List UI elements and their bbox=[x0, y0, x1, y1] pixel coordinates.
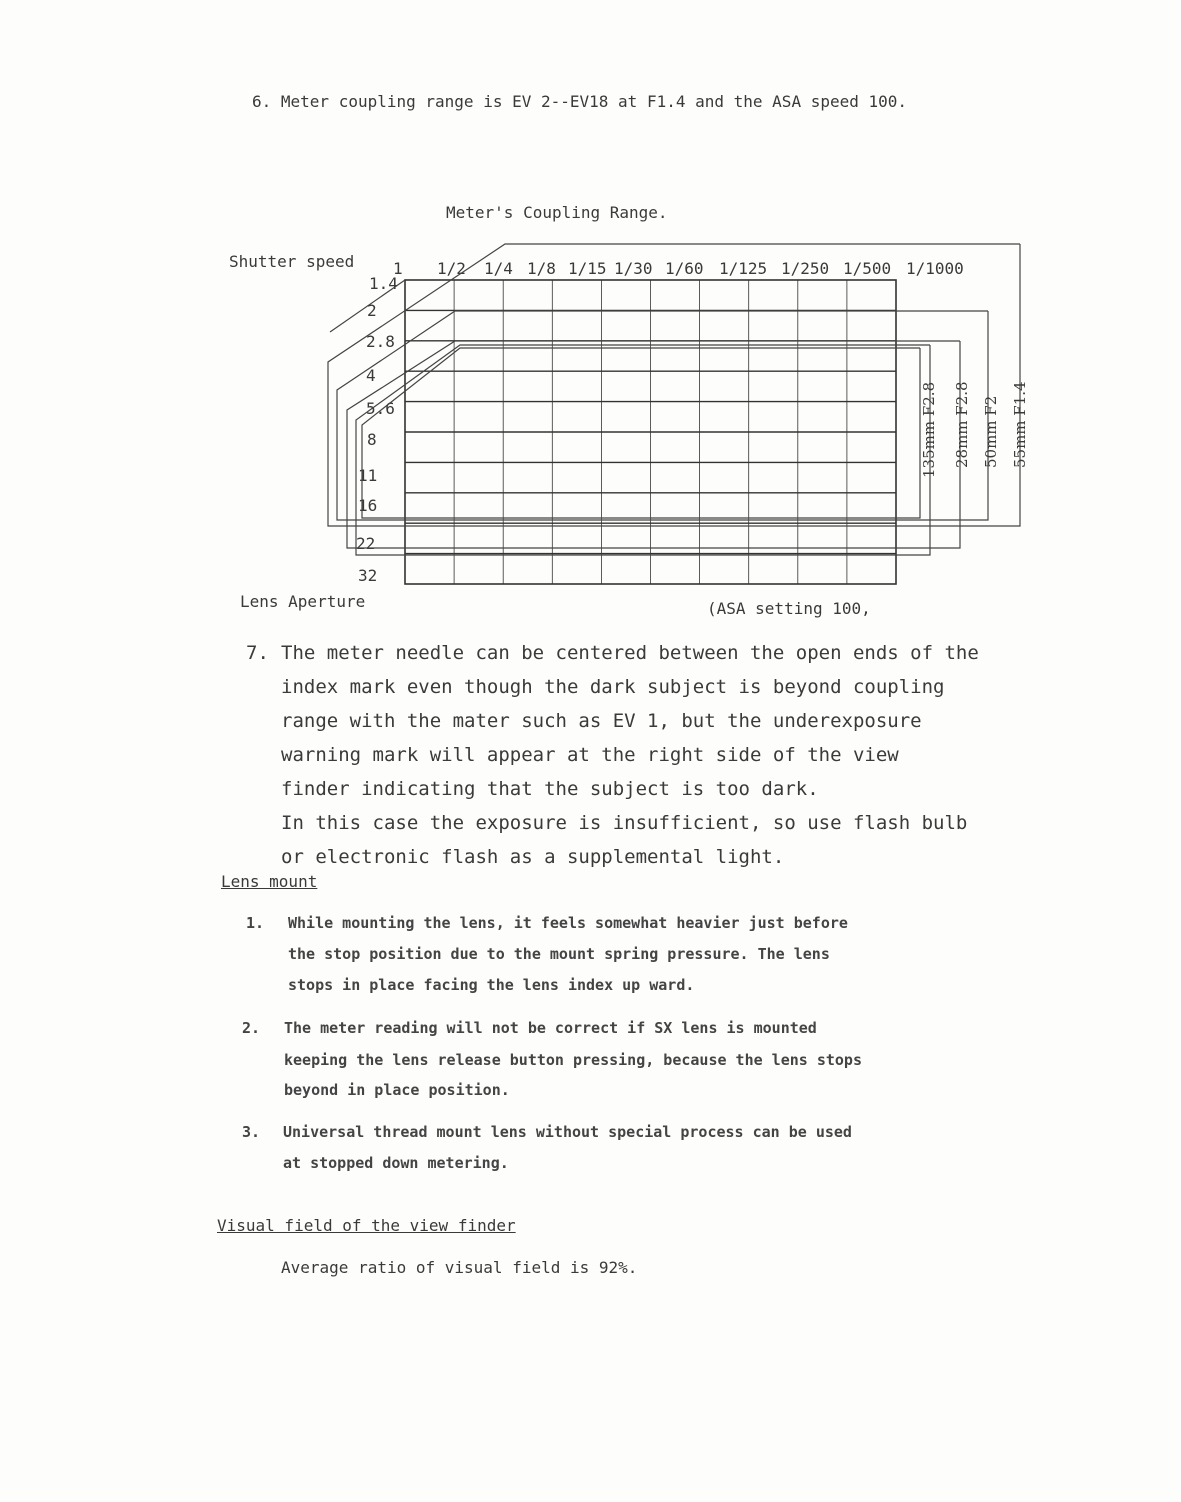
item-7-line: warning mark will appear at the right side of the view bbox=[281, 744, 899, 766]
lens-mount-item-line: at stopped down metering. bbox=[283, 1154, 509, 1172]
lens-boundary-28mm bbox=[347, 341, 960, 548]
aperture-tick: 1.4 bbox=[369, 274, 398, 293]
lens-mount-item-number: 3. bbox=[242, 1123, 261, 1141]
item-7-line: The meter needle can be centered between the open ends of the bbox=[281, 642, 979, 664]
lens-mount-item-line: beyond in place position. bbox=[284, 1081, 510, 1099]
item-6-text: 6. Meter coupling range is EV 2--EV18 at F1.4 and the ASA speed 100. bbox=[252, 92, 908, 111]
shutter-speed-tick: 1/8 bbox=[527, 259, 556, 278]
lens-mount-item-line: the stop position due to the mount spring pressure. The lens bbox=[288, 945, 830, 963]
visual-field-text: Average ratio of visual field is 92%. bbox=[281, 1258, 638, 1277]
item-7-line: finder indicating that the subject is too dark. bbox=[281, 778, 819, 800]
lens-range-label-50mm: 50mm F2 bbox=[982, 395, 1000, 468]
item-7-number: 7. bbox=[246, 642, 269, 664]
shutter-speed-tick: 1/2 bbox=[437, 259, 466, 278]
shutter-speed-label: Shutter speed bbox=[229, 252, 355, 271]
aperture-tick: 16 bbox=[358, 496, 378, 515]
item-7-line: index mark even though the dark subject is beyond coupling bbox=[281, 676, 945, 698]
shutter-speed-tick: 1/60 bbox=[665, 259, 704, 278]
coupling-range-chart bbox=[0, 0, 1181, 640]
lens-boundary-50mm bbox=[337, 311, 988, 520]
lens-range-label-28mm: 28mm F2.8 bbox=[953, 381, 971, 468]
aperture-tick: 22 bbox=[356, 534, 376, 553]
aperture-slant-top bbox=[330, 280, 405, 332]
shutter-speed-tick: 1 bbox=[393, 259, 403, 278]
lens-mount-item-line: keeping the lens release button pressing, because the lens stops bbox=[284, 1051, 862, 1069]
shutter-speed-tick: 1/250 bbox=[781, 259, 830, 278]
lens-mount-item-line: Universal thread mount lens without special process can be used bbox=[283, 1123, 852, 1141]
lens-mount-item-line: The meter reading will not be correct if SX lens is mounted bbox=[284, 1019, 817, 1037]
shutter-speed-tick: 1/4 bbox=[484, 259, 513, 278]
diagram-title: Meter's Coupling Range. bbox=[446, 203, 668, 222]
item-7-line: or electronic flash as a supplemental light. bbox=[281, 846, 785, 868]
lens-mount-heading: Lens mount bbox=[221, 872, 318, 891]
item-7-line: range with the mater such as EV 1, but the underexposure bbox=[281, 710, 922, 732]
lens-mount-item-number: 2. bbox=[242, 1019, 261, 1037]
aperture-tick: 8 bbox=[367, 430, 377, 449]
shutter-speed-tick: 1/500 bbox=[843, 259, 892, 278]
aperture-tick: 4 bbox=[366, 366, 376, 385]
asa-setting-note: (ASA setting 100, bbox=[707, 599, 871, 618]
lens-mount-item-line: stops in place facing the lens index up ward. bbox=[288, 976, 695, 994]
aperture-tick: 32 bbox=[358, 566, 378, 585]
lens-range-label-135mm: 135mm F2.8 bbox=[920, 381, 938, 478]
shutter-speed-tick: 1/125 bbox=[719, 259, 768, 278]
aperture-tick: 2 bbox=[367, 301, 377, 320]
aperture-tick: 11 bbox=[358, 466, 378, 485]
lens-boundary-55mm bbox=[328, 244, 1020, 526]
shutter-speed-tick: 1/15 bbox=[568, 259, 607, 278]
item-7-line: In this case the exposure is insufficient, so use flash bulb bbox=[281, 812, 968, 834]
lens-aperture-label: Lens Aperture bbox=[240, 592, 366, 611]
lens-mount-item-line: While mounting the lens, it feels somewhat heavier just before bbox=[288, 914, 848, 932]
aperture-tick: 2.8 bbox=[366, 332, 395, 351]
lens-mount-item-number: 1. bbox=[246, 914, 265, 932]
aperture-tick: 5.6 bbox=[366, 399, 395, 418]
lens-range-label-55mm: 55mm F1.4 bbox=[1011, 381, 1029, 468]
shutter-speed-tick: 1/1000 bbox=[906, 259, 964, 278]
visual-field-heading: Visual field of the view finder bbox=[217, 1216, 516, 1235]
shutter-speed-tick: 1/30 bbox=[614, 259, 653, 278]
